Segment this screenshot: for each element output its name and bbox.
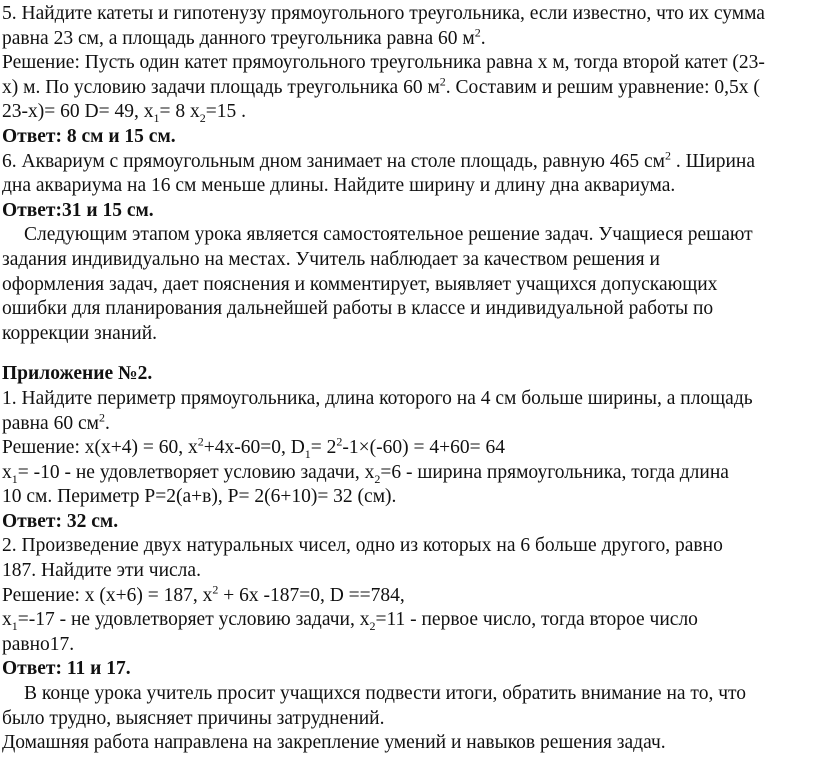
appendix-title: Приложение №2.	[2, 363, 153, 385]
appendix-problem-1-solution-line-3: 10 см. Периметр Р=2(а+в), Р= 2(6+10)= 32 (см).	[2, 486, 397, 508]
problem-6-statement-line-2: дна аквариума на 16 см меньше длины. Найдите ширину и длину дна аквариума.	[2, 175, 676, 197]
appendix-problem-1-solution-line-2: $х_1= -10$ - не удовлетворяет условию задачи, $х_2=6$ - ширина прямоугольника, тогда длина	[2, 461, 729, 486]
stage-line-3: оформления задач, дает пояснения и комментирует, выявляет учащихся допускающих	[2, 273, 718, 295]
lesson-stage-paragraph	[2, 223, 816, 346]
appendix-problem-1-line-2: равна 60 $см^2$.	[2, 410, 110, 434]
appendix-problem-2-answer: Ответ: 11 и 17.	[2, 658, 131, 680]
stage-line-5: коррекции знаний.	[2, 322, 158, 344]
problem-6-statement-line-1: 6. Аквариум с прямоугольным дном занимает на столе площадь, равную 465 $см^2$ . Ширина	[2, 148, 755, 172]
appendix-problem-2-solution-line-2: $х_1=-17$ - не удовлетворяет условию задачи, $х_2=11$ - первое число, тогда второе число	[2, 609, 698, 634]
closing-paragraph	[2, 682, 816, 756]
problem-5-statement-line-1: 5. Найдите катеты и гипотенузу прямоугольного треугольника, если известно, что их сумма	[2, 3, 765, 24]
problem-5-statement-line-2: равна 23 см, а площадь данного треугольника равна 60 $м^2$.	[2, 25, 486, 49]
stage-line-2: задания индивидуально на местах. Учитель наблюдает за качеством решения и	[2, 248, 660, 270]
appendix-problem-2	[2, 534, 816, 682]
problem-5	[2, 2, 816, 150]
stage-line-4: ошибки для планирования дальнейшей работы в классе и индивидуальной работы по	[2, 298, 714, 320]
appendix-problem-2-solution-line-3: равно17.	[2, 633, 75, 655]
closing-line-1: В конце урока учитель просит учащихся подвести итоги, обратить внимание на то, что	[24, 683, 747, 705]
appendix-problem-2-line-2: 187. Найдите эти числа.	[2, 560, 201, 582]
problem-6-answer: Ответ:31 и 15 см.	[2, 199, 154, 221]
closing-line-2: было трудно, выясняет причины затруднений.	[2, 707, 385, 729]
appendix-problem-1	[2, 387, 816, 535]
problem-5-answer: Ответ: 8 см и 15 см.	[2, 125, 176, 147]
appendix-problem-1-solution-line-1: Решение: х(х+4) = 60, $х^2+4х-60=0$, $D_1= 2^2-1\times(-60) = 4+60= 64$	[2, 434, 506, 461]
appendix-problem-1-answer: Ответ: 32 см.	[2, 510, 119, 532]
problem-5-solution-line-1: Решение: Пусть один катет прямоугольного треугольника равна х м, тогда второй катет (23-	[2, 52, 765, 74]
homework-line: Домашняя работа направлена на закрепление умений и навыков решения задач.	[2, 732, 666, 754]
appendix-problem-2-solution-line-1: Решение: х (х+6) = 187, $х^2 + 6х$ -187=0, D ==784,	[2, 582, 405, 606]
stage-line-1: Следующим этапом урока является самостоятельное решение задач. Учащиеся решают	[24, 224, 753, 246]
problem-6	[2, 150, 816, 224]
paragraph-gap	[2, 346, 816, 362]
appendix-problem-2-line-1: 2. Произведение двух натуральных чисел, одно из которых на 6 больше другого, равно	[2, 535, 723, 557]
problem-5-solution-line-3: 23-х)= 60 D= 49, $х_1= 8$ $х_2=15$ .	[2, 101, 246, 126]
appendix-problem-1-line-1: 1. Найдите периметр прямоугольника, длина которого на 4 см больше ширины, а площадь	[2, 387, 753, 409]
problem-5-solution-line-2: х) м. По условию задачи площадь треугольника 60 $м^2$. Составим и решим уравнение: 0,5х (	[2, 74, 760, 98]
